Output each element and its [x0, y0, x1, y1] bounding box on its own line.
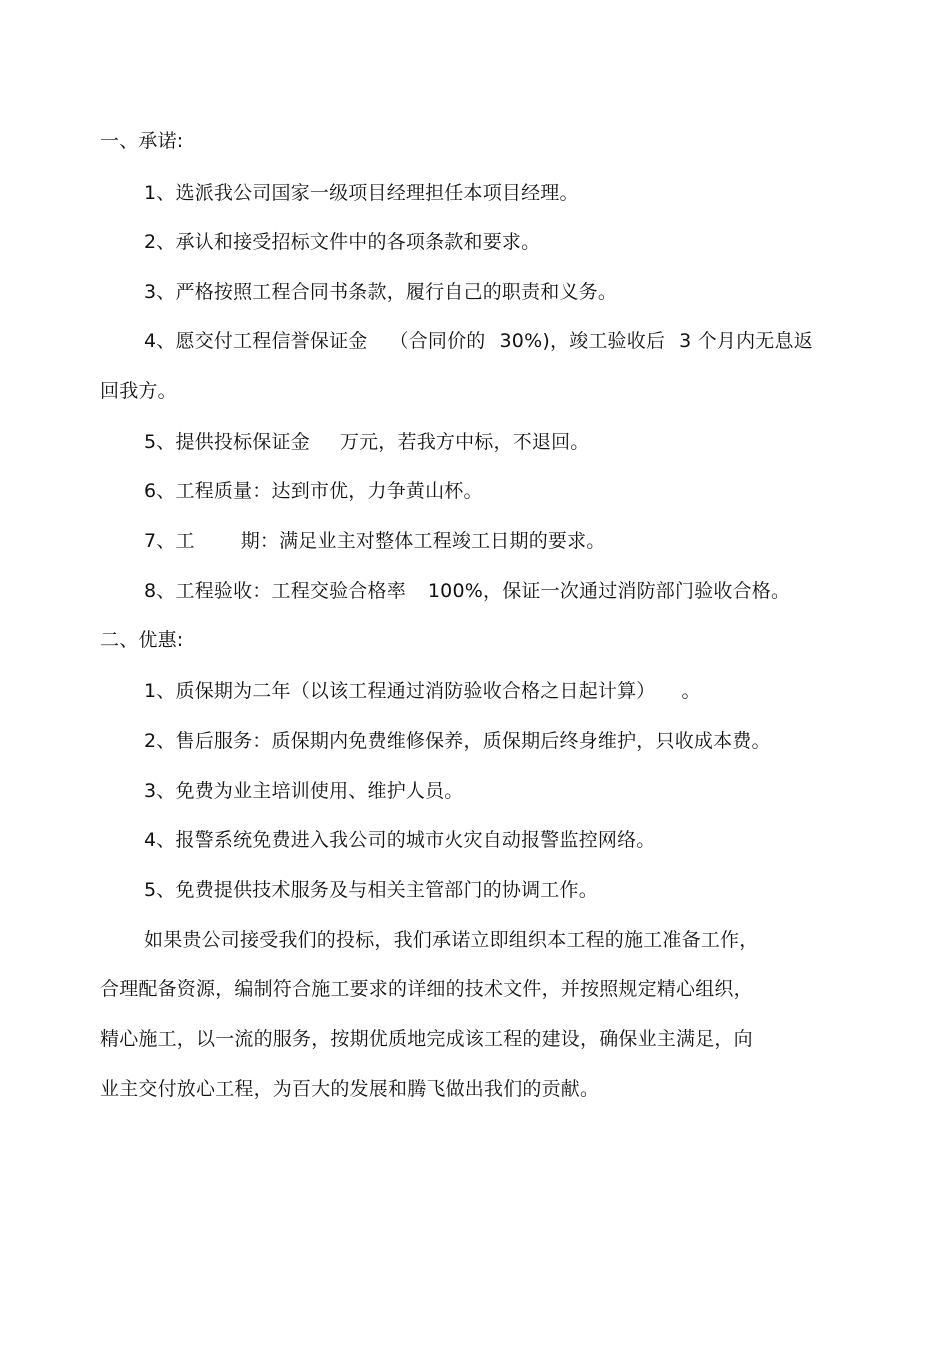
section-heading-commitment: 一、承诺:: [100, 130, 184, 152]
commitment-item-7-part-a: 7、工: [144, 530, 195, 552]
commitment-item-4-part-d: 3 个月内无息返: [679, 330, 813, 352]
commitment-item-8: [144, 578, 790, 604]
closing-paragraph-line-3: 精心施工，以一流的服务，按期优质地完成该工程的建设，确保业主满足，向: [100, 1028, 753, 1050]
commitment-item-7: [144, 528, 606, 554]
closing-paragraph-line-2: 合理配备资源，编制符合施工要求的详细的技术文件，并按照规定精心组织，: [100, 978, 753, 1000]
commitment-item-1: 1、选派我公司国家一级项目经理担任本项目经理。: [144, 182, 579, 204]
commitment-item-8-part-a: 8、工程验收：工程交验合格率: [144, 580, 406, 602]
discount-item-4: 4、报警系统免费进入我公司的城市火灾自动报警监控网络。: [144, 829, 656, 851]
discount-item-1: [144, 678, 701, 704]
commitment-item-3: 3、严格按照工程合同书条款，履行自己的职责和义务。: [144, 281, 618, 303]
discount-item-1-part-b: 。: [681, 680, 701, 702]
section-heading-discount: 二、优惠:: [100, 629, 184, 651]
commitment-item-5-part-b: 万元，若我方中标，不退回。: [339, 431, 590, 453]
discount-item-2: 2、售后服务：质保期内免费维修保养，质保期后终身维护，只收成本费。: [144, 730, 771, 752]
commitment-item-5-part-a: 5、提供投标保证金: [144, 431, 310, 453]
closing-paragraph-line-1: 如果贵公司接受我们的投标，我们承诺立即组织本工程的施工准备工作，: [144, 929, 759, 951]
discount-item-1-part-a: 1、质保期为二年（以该工程通过消防验收合格之日起计算）: [144, 680, 656, 702]
commitment-item-5: [144, 429, 590, 455]
commitment-item-7-part-b: 期：满足业主对整体工程竣工日期的要求。: [240, 530, 606, 552]
commitment-item-4-part-c: 30%)，竣工验收后: [499, 330, 666, 352]
commitment-item-4-continuation: 回我方。: [100, 380, 177, 402]
commitment-item-4: [144, 328, 813, 354]
commitment-item-2: 2、承认和接受招标文件中的各项条款和要求。: [144, 231, 541, 253]
commitment-item-4-part-a: 4、愿交付工程信誉保证金: [144, 330, 368, 352]
closing-paragraph-line-4: 业主交付放心工程，为百大的发展和腾飞做出我们的贡献。: [100, 1078, 600, 1100]
commitment-item-4-part-b: （合同价的: [389, 330, 486, 352]
discount-item-3: 3、免费为业主培训使用、维护人员。: [144, 780, 464, 802]
commitment-item-8-part-b: 100%，保证一次通过消防部门验收合格。: [427, 580, 791, 602]
discount-item-5: 5、免费提供技术服务及与相关主管部门的协调工作。: [144, 879, 598, 901]
commitment-item-6: 6、工程质量：达到市优，力争黄山杯。: [144, 480, 483, 502]
